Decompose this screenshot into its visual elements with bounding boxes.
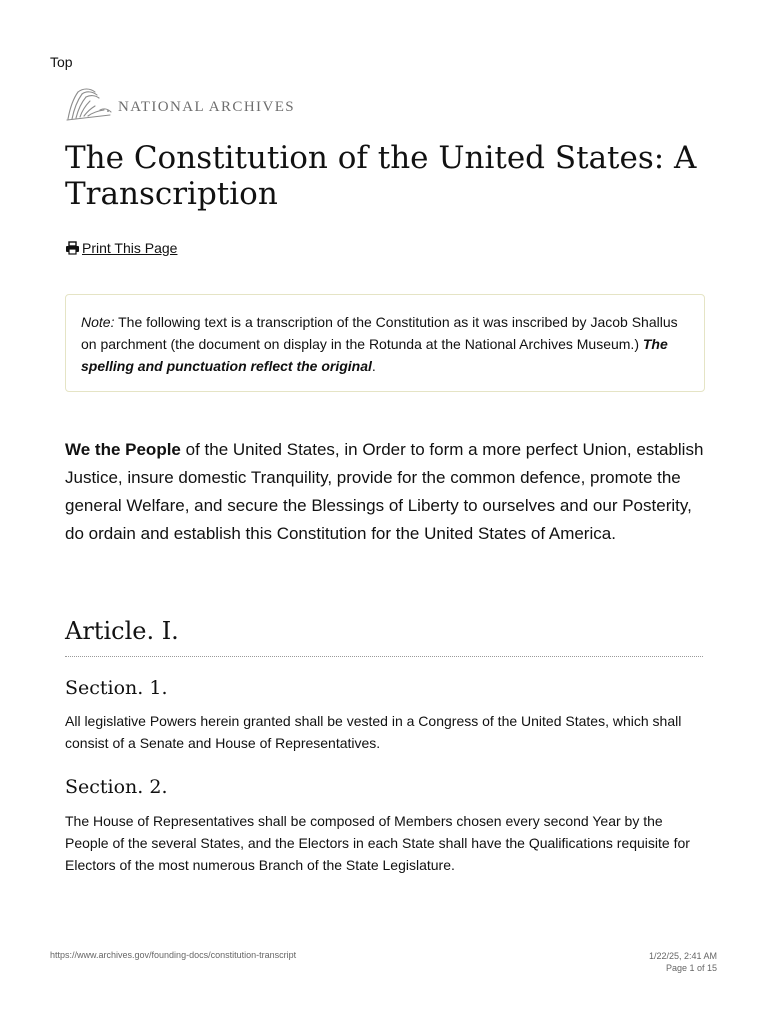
footer-datetime: 1/22/25, 2:41 AM xyxy=(648,951,717,961)
preamble-body: of the United States, in Order to form a more perfect Union, establish Justice, insure domestic Tranquility, provide for the common defence, promote the general Welfare, and secure the Blessings of Liberty to ourselves and our Posterity, do ordain and establish this Constitution for the United States of America. xyxy=(65,440,704,543)
eagle-logo-icon xyxy=(64,86,114,122)
transcription-note xyxy=(65,294,705,392)
print-icon xyxy=(65,241,80,255)
print-label: Print This Page xyxy=(82,240,178,256)
logo-text: NATIONAL ARCHIVES xyxy=(118,98,295,115)
top-link[interactable]: Top xyxy=(50,54,73,70)
note-emphasis: The spelling and punctuation reflect the original xyxy=(81,336,668,374)
preamble-lead: We the People xyxy=(65,440,181,459)
section-2-heading: Section. 2. xyxy=(65,776,168,798)
footer-url: https://www.archives.gov/founding-docs/constitution-transcript xyxy=(50,950,297,960)
footer-meta xyxy=(649,950,717,974)
section-2-text: The House of Representatives shall be composed of Members chosen every second Year by the People of the several States, and the Electors in each State shall have the Qualifications requisite for Electors of the most numerous Branch of the State Legislature. xyxy=(65,813,690,873)
national-archives-logo[interactable] xyxy=(64,86,295,122)
note-body: The following text is a transcription of the Constitution as it was inscribed by Jacob Shallus on parchment (the document on display in the Rotunda at the National Archives Museum.) xyxy=(81,314,678,352)
article-heading: Article. I. xyxy=(65,614,703,657)
page-title: The Constitution of the United States: A Transcription xyxy=(65,140,697,212)
print-this-page-link[interactable] xyxy=(65,240,177,256)
footer-page-number: Page 1 of 15 xyxy=(665,963,717,973)
section-1-text: All legislative Powers herein granted shall be vested in a Congress of the United States, which shall consist of a Senate and House of Representatives. xyxy=(65,713,682,751)
section-1-heading: Section. 1. xyxy=(65,677,168,699)
preamble xyxy=(65,436,710,548)
note-end: . xyxy=(371,358,376,374)
note-label: Note: xyxy=(81,314,115,330)
